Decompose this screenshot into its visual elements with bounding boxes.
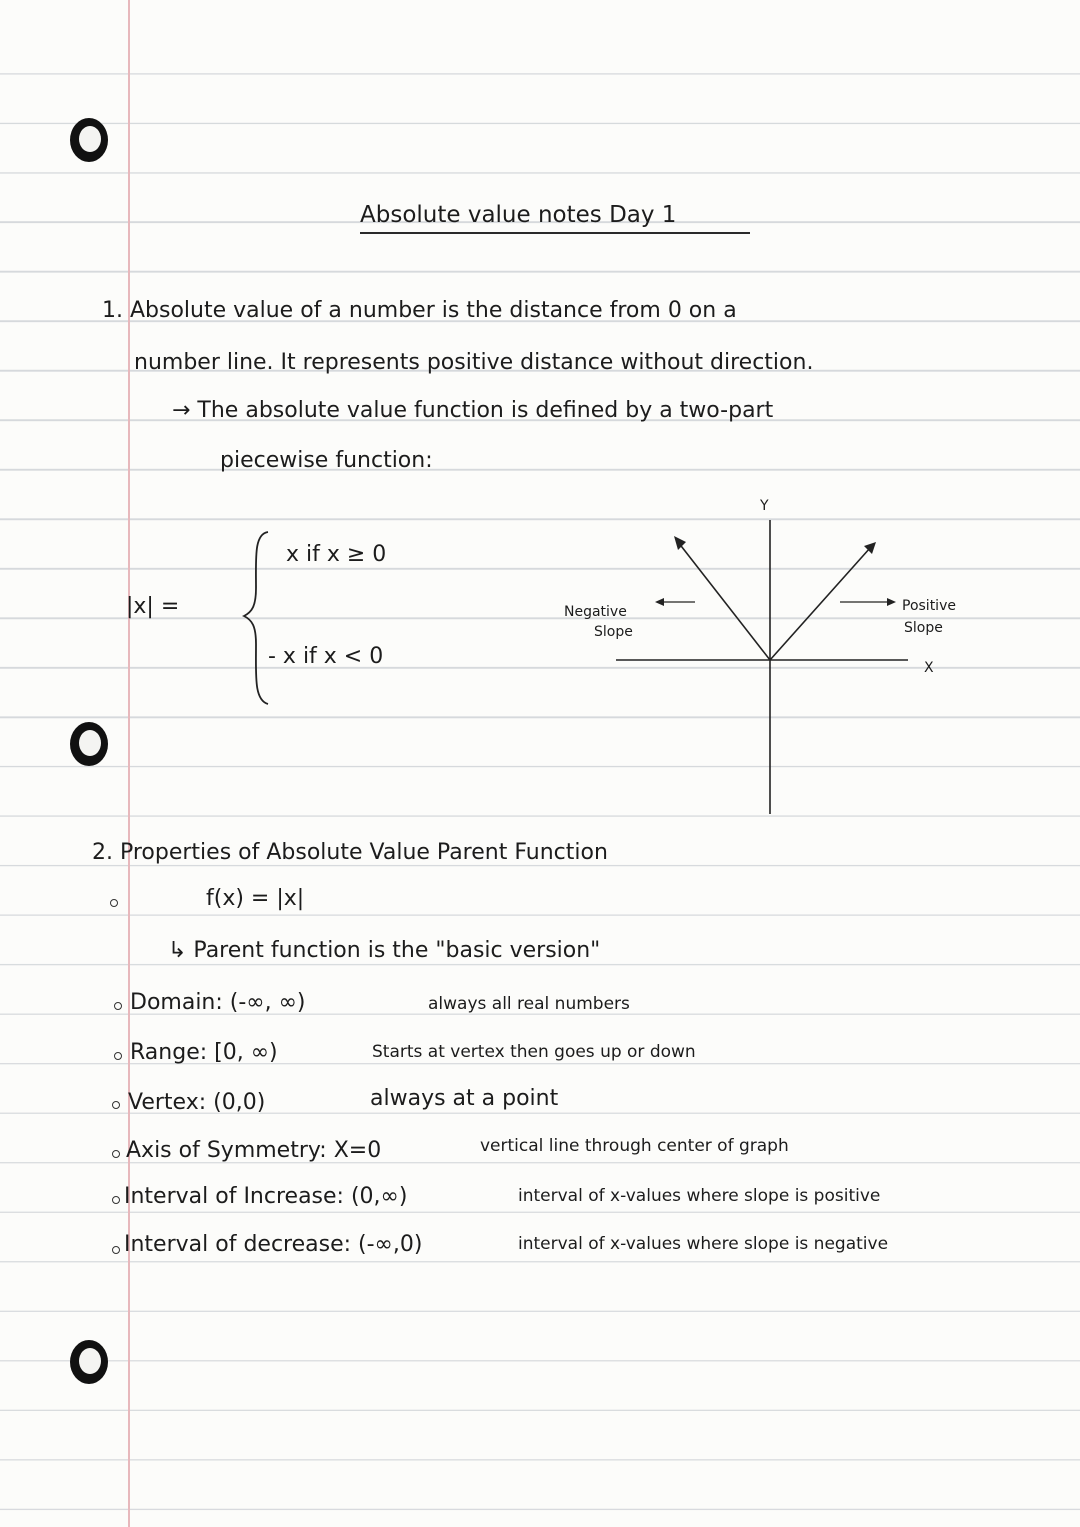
negative-slope-label-2: Slope [594,624,633,640]
bullet [112,1150,120,1158]
section-2-heading: 2. Properties of Absolute Value Parent Function [92,840,608,865]
interval-decrease-label: Interval of decrease: (-∞,0) [124,1232,423,1257]
positive-slope-label: Positive [902,598,956,614]
left-branch [678,542,770,660]
definition-line-3: → The absolute value function is defined by a two-part [172,398,774,423]
parent-function-note: ↳ Parent function is the "basic version" [168,938,601,963]
interval-decrease-desc: interval of x-values where slope is negative [518,1234,889,1254]
range-label: Range: [0, ∞) [130,1040,278,1065]
range-desc: Starts at vertex then goes up or down [372,1042,696,1062]
parent-function-formula: f(x) = |x| [206,886,305,911]
negative-slope-label: Negative [564,604,627,620]
definition-line-4: piecewise function: [220,448,433,473]
interval-increase-label: Interval of Increase: (0,∞) [124,1184,408,1209]
bullet [112,1246,120,1254]
page-title: Absolute value notes Day 1 [360,202,677,228]
piecewise-lhs: |x| = [126,594,180,619]
binder-hole [70,118,108,162]
definition-line-2: number line. It represents positive distance without direction. [134,350,814,375]
definition-line-1: 1. Absolute value of a number is the distance from 0 on a [102,298,737,323]
curly-brace [238,528,278,710]
binder-hole [70,722,108,766]
left-branch-arrowhead [674,536,686,550]
axis-of-symmetry-label: Axis of Symmetry: X=0 [126,1138,382,1163]
y-axis-label: Y [760,498,769,514]
bullet [114,1002,122,1010]
piecewise-case-1: x if x ≥ 0 [286,542,387,567]
vertex-desc: always at a point [370,1086,559,1111]
bullet [110,899,118,907]
title-underline [360,232,750,234]
bullet [112,1101,120,1109]
domain-desc: always all real numbers [428,994,630,1014]
positive-slope-label-2: Slope [904,620,943,636]
bullet [112,1196,120,1204]
interval-increase-desc: interval of x-values where slope is positive [518,1186,881,1206]
right-branch [770,548,870,660]
vertex-label: Vertex: (0,0) [128,1090,266,1115]
absolute-value-graph [540,490,1000,830]
x-axis-label: X [924,660,934,676]
bullet [114,1052,122,1060]
axis-of-symmetry-desc: vertical line through center of graph [480,1136,789,1156]
binder-hole [70,1340,108,1384]
domain-label: Domain: (-∞, ∞) [130,990,306,1015]
positive-pointer-arrowhead [887,598,896,606]
piecewise-case-2: - x if x < 0 [268,644,384,669]
negative-pointer-arrowhead [655,598,664,606]
margin-line [128,0,130,1527]
